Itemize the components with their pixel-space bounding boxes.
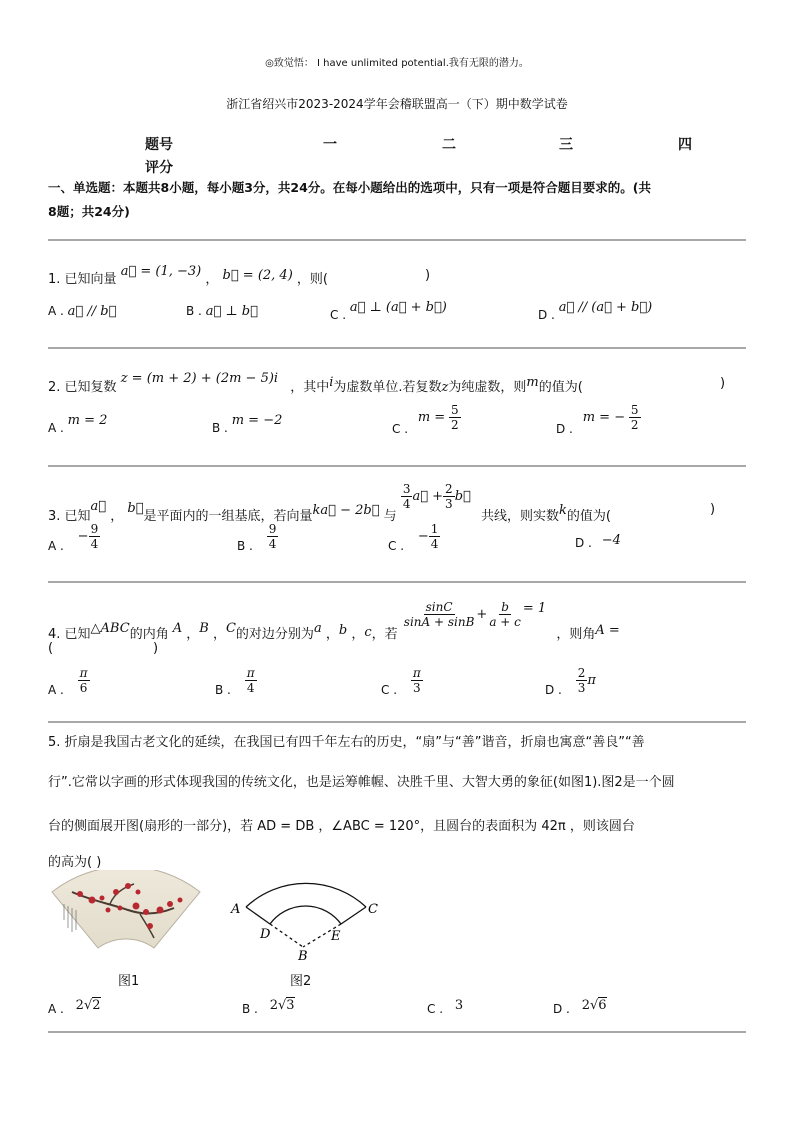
col-4: 四 — [678, 137, 692, 153]
q3-text: 是平面内的一组基底，若向量 — [143, 509, 313, 524]
figure-1-fan-image — [50, 870, 202, 952]
q5-line-3: 台的侧面展开图(扇形的一部分)，若 AD = DB ，∠ABC = 120°，且圆台的表面积为 42π ，则该圆台 — [48, 819, 635, 834]
q3-var-a: a⃗ — [90, 499, 107, 514]
q4-tail: ，则角 — [556, 627, 596, 642]
q2-option-a: m = 2 — [67, 413, 108, 428]
q2-option-a-label: A . — [48, 421, 64, 435]
q4-tail-expr: A = — [595, 623, 620, 638]
fig2-label-C: C — [368, 902, 378, 917]
q3-option-c-num: 1 — [430, 522, 439, 536]
q4-var-C: C — [225, 621, 236, 636]
q2-text: ，其中 — [290, 380, 330, 395]
q5-option-c-label: C . — [427, 1002, 444, 1016]
q4-close: ) — [153, 641, 159, 656]
q4-frac1-num: sinC — [425, 600, 453, 614]
exam-title: 浙江省绍兴市2023-2024学年会稽联盟高一（下）期中数学试卷 — [226, 97, 568, 111]
q4-eq: = 1 — [522, 601, 547, 616]
q2-stem: 2. 已知复数 — [48, 380, 117, 395]
q4-var-B: B — [199, 621, 209, 636]
q1-stem: 1. 已知向量 — [48, 272, 117, 287]
divider — [48, 347, 746, 349]
q4-option-b-label: B . — [215, 683, 231, 697]
divider — [48, 581, 746, 583]
q2-option-c-num: 5 — [451, 403, 459, 417]
fig2-label-A: A — [231, 902, 241, 917]
q4-stem: 4. 已知 — [48, 627, 91, 642]
q1-close: ) — [425, 268, 431, 283]
label-score: 评分 — [145, 160, 173, 176]
q4-option-a-num: π — [79, 666, 88, 680]
section-heading-line2: 8题；共24分) — [48, 204, 130, 219]
col-2: 二 — [442, 137, 456, 153]
q3-frac1-den: 4 — [402, 497, 411, 511]
q5-option-a-rad: 2 — [92, 998, 101, 1013]
q4-option-d-den: 3 — [577, 681, 586, 695]
q5-option-c: 3 — [454, 998, 464, 1013]
q1-option-b: a⃗ ⊥ b⃗ — [205, 304, 258, 319]
q4-var-A: A — [172, 621, 183, 636]
q2-tail: 的值为( — [538, 380, 583, 395]
q3-option-c-sign: − — [417, 529, 429, 544]
q3-frac2-den: 3 — [445, 497, 453, 511]
q5-line-1: 5. 折扇是我国古老文化的延续，在我国已有四千年左右的历史，“扇”与“善”谐音，折扇也寓意“善良”“善 — [48, 735, 645, 750]
q3-option-a-label: A . — [48, 539, 64, 553]
q3-frac2-num: 2 — [445, 482, 453, 496]
col-1: 一 — [323, 137, 337, 153]
q5-option-a-label: A . — [48, 1002, 64, 1016]
q2-option-b-label: B . — [212, 421, 228, 435]
q5-option-d-rad: 6 — [598, 998, 607, 1013]
q1-option-c-label: C . — [330, 308, 347, 322]
q1-option-d: a⃗ // (a⃗ + b⃗) — [558, 300, 653, 315]
q4-option-b-num: π — [246, 666, 255, 680]
q4-option-d-label: D . — [545, 683, 562, 697]
q2-option-d-lhs: m = − — [582, 410, 626, 425]
q2-option-d-den: 2 — [630, 418, 639, 432]
q2-text: 为纯虚数，则 — [448, 380, 527, 395]
q3-option-d: −4 — [601, 533, 621, 548]
fig2-label-D: D — [260, 927, 271, 942]
q5-option-b-coef: 2 — [269, 998, 278, 1013]
fig2-label-E: E — [331, 929, 341, 944]
q4-text: 的对边分别为 — [235, 627, 314, 642]
q4-option-d-num: 2 — [577, 666, 586, 680]
q3-sep: ， — [110, 509, 124, 524]
q1-option-a-label: A . — [48, 304, 64, 318]
q1-option-a: a⃗ // b⃗ — [67, 304, 117, 319]
q4-frac1-den: sinA + sinB — [403, 615, 475, 629]
divider — [48, 1031, 746, 1033]
q3-tail: 的值为( — [566, 509, 611, 524]
q4-plus: + — [476, 607, 488, 622]
q3-option-b-num: 9 — [268, 522, 277, 536]
q4-var-c: c — [364, 625, 372, 640]
section-heading-line1: 一、单选题：本题共8小题，每小题3分，共24分。在每小题给出的选项中，只有一项是符合题目要求的。(共 — [48, 180, 652, 195]
q4-option-c-den: 3 — [412, 681, 421, 695]
q5-option-d-label: D . — [553, 1002, 570, 1016]
q4-triangle: △ABC — [90, 621, 130, 636]
q3-vector-expr: ka⃗ − 2b⃗ — [312, 503, 380, 518]
q3-var-b: b⃗ — [127, 501, 144, 516]
q2-text: 为虚数单位.若复数 — [333, 380, 442, 395]
q5-option-b-rad: 3 — [286, 998, 295, 1013]
q4-option-d-suffix: π — [587, 673, 596, 688]
q3-option-a-num: 9 — [90, 522, 99, 536]
figure-1-caption: 图1 — [118, 974, 140, 989]
watermark: ◎致觉悟： I have unlimited potential.我有无限的潜力。 — [265, 58, 529, 69]
q1-sep: ， — [205, 272, 219, 287]
q3-option-c-label: C . — [388, 539, 405, 553]
q2-option-b: m = −2 — [231, 413, 283, 428]
q3-option-c-den: 4 — [430, 537, 439, 551]
divider — [48, 239, 746, 241]
q3-text: 与 — [383, 509, 397, 524]
q2-var-m: m — [526, 375, 539, 390]
q1-option-c: a⃗ ⊥ (a⃗ + b⃗) — [349, 300, 447, 315]
q3-option-a-sign: − — [77, 529, 89, 544]
q4-option-c-label: C . — [381, 683, 398, 697]
q1-tail: ，则( — [296, 272, 328, 287]
divider — [48, 465, 746, 467]
q4-frac2-den: a + c — [489, 615, 521, 629]
q4-option-a-label: A . — [48, 683, 64, 697]
q2-complex: z = (m + 2) + (2m − 5)i — [120, 371, 279, 386]
figure-2-caption: 图2 — [290, 974, 312, 989]
q2-option-d-num: 5 — [630, 403, 639, 417]
q2-var-i: i — [329, 375, 334, 390]
q1-option-b-label: B . — [186, 304, 202, 318]
q3-stem: 3. 已知 — [48, 509, 91, 524]
q3-frac1-term: a⃗ + — [412, 489, 444, 504]
q4-option-a-den: 6 — [79, 681, 88, 695]
q4-var-b: b — [338, 623, 348, 638]
q5-line-2: 行”.它常以字画的形式体现我国的传统文化，也是运筹帷幄、决胜千里、大智大勇的象征(如图1).图2是一个圆 — [48, 775, 675, 790]
q2-option-c-den: 2 — [451, 418, 459, 432]
q4-open: ( — [48, 641, 54, 656]
q3-text: 共线，则实数 — [480, 509, 559, 524]
q4-option-b-den: 4 — [246, 681, 255, 695]
q5-option-d-coef: 2 — [581, 998, 590, 1013]
q4-var-a: a — [313, 621, 322, 636]
q2-option-c-lhs: m = — [417, 410, 446, 425]
q3-frac1-num: 3 — [402, 482, 411, 496]
q3-var-k: k — [558, 503, 567, 518]
q1-option-d-label: D . — [538, 308, 555, 322]
q3-close: ) — [710, 502, 716, 517]
q4-frac2-num: b — [501, 600, 509, 614]
q2-option-c-label: C . — [392, 422, 409, 436]
q3-frac2-term: b⃗ — [454, 489, 471, 504]
q2-var-z: z — [441, 380, 449, 395]
q3-option-b-den: 4 — [268, 537, 277, 551]
label-question: 题号 — [145, 137, 173, 153]
q5-option-a-coef: 2 — [75, 998, 84, 1013]
q3-option-a-den: 4 — [90, 537, 99, 551]
q1-vector-a: a⃗ = (1, −3) — [120, 264, 202, 279]
q2-close: ) — [720, 376, 726, 391]
figure-2-diagram — [228, 862, 388, 962]
q3-option-d-label: D . — [575, 536, 592, 550]
q1-vector-b: b⃗ = (2, 4) — [222, 268, 293, 283]
q4-text: 的内角 — [129, 627, 169, 642]
q5-option-b-label: B . — [242, 1002, 258, 1016]
col-3: 三 — [559, 137, 573, 153]
q5-line-4: 的高为( ) — [48, 855, 102, 870]
q4-text: ，若 — [371, 627, 398, 642]
fig2-label-B: B — [298, 949, 308, 962]
q3-option-b-label: B . — [237, 539, 253, 553]
q4-option-c-num: π — [412, 666, 421, 680]
q2-option-d-label: D . — [556, 422, 573, 436]
